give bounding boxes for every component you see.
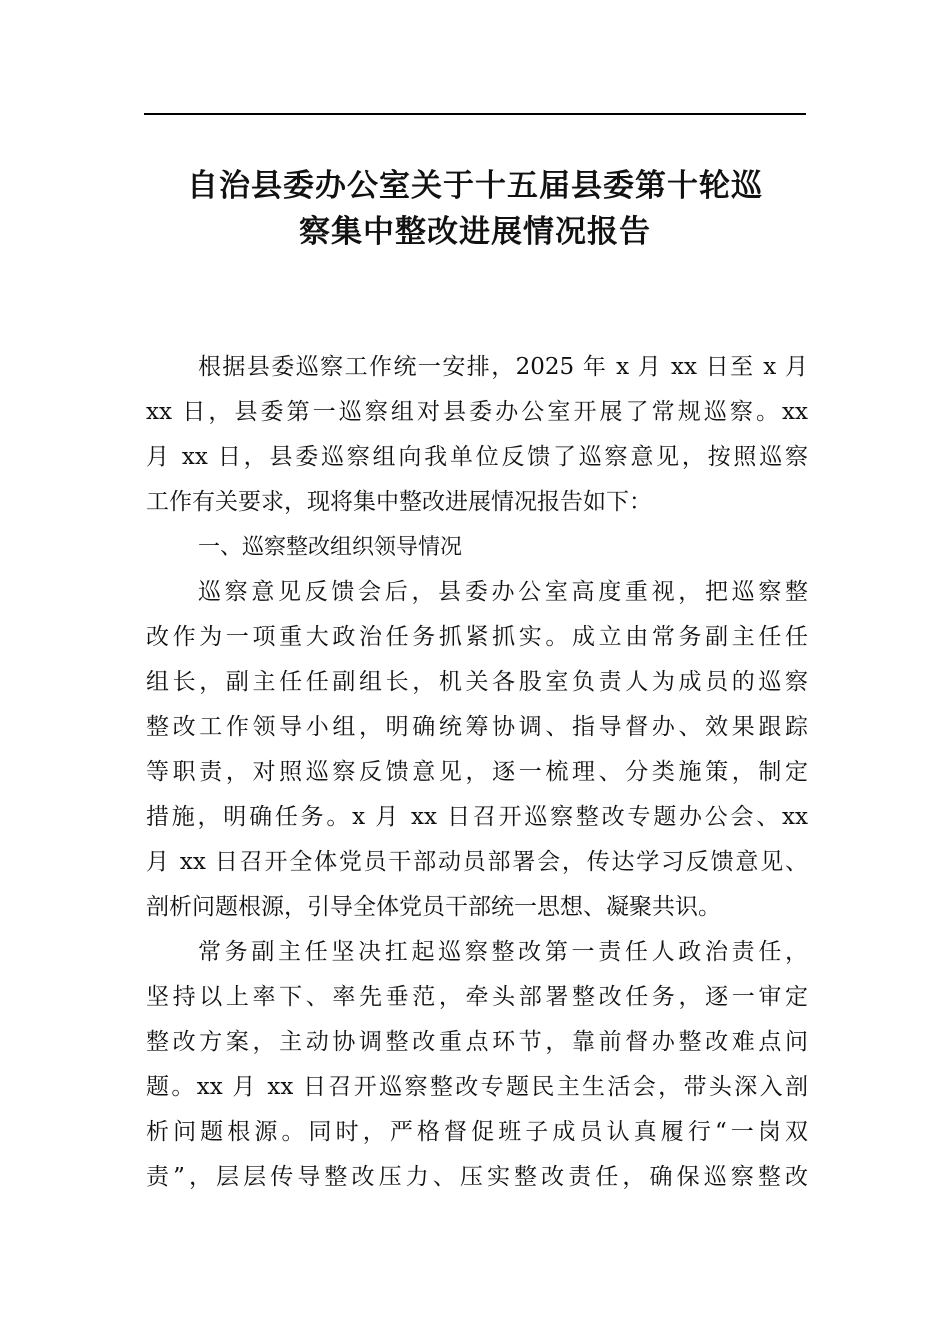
section-heading: 一、巡察整改组织领导情况	[198, 535, 463, 560]
paragraph-line: 整改工作领导小组，明确统筹协调、指导督办、效果跟踪	[146, 714, 808, 740]
document-body	[146, 345, 808, 1200]
paragraph-line: 常务副主任坚决扛起巡察整改第一责任人政治责任，	[198, 939, 808, 965]
paragraph-line: 措施，明确任务。x 月 xx 日召开巡察整改专题办公会、xx	[146, 804, 808, 830]
paragraph-line: 工作有关要求，现将集中整改进展情况报告如下：	[146, 489, 652, 515]
paragraph-line: 析问题根源。同时，严格督促班子成员认真履行“一岗双	[146, 1119, 808, 1145]
paragraph-line: 责”，层层传导整改压力、压实整改责任，确保巡察整改	[146, 1164, 808, 1190]
paragraph-line: 题。xx 月 xx 日召开巡察整改专题民主生活会，带头深入剖	[146, 1074, 808, 1100]
paragraph-line: 整改方案，主动协调整改重点环节，靠前督办整改难点问	[146, 1029, 808, 1055]
paragraph-line: 等职责，对照巡察反馈意见，逐一梳理、分类施策，制定	[146, 759, 808, 785]
paragraph-line: 根据县委巡察工作统一安排，2025 年 x 月 xx 日至 x 月	[198, 354, 808, 380]
paragraph-line: 月 xx 日召开全体党员干部动员部署会，传达学习反馈意见、	[146, 849, 808, 875]
header-rule	[144, 113, 806, 115]
document-title	[130, 163, 820, 255]
paragraph-line: 剖析问题根源，引导全体党员干部统一思想、凝聚共识。	[146, 894, 721, 920]
paragraph-line: 组长，副主任任副组长，机关各股室负责人为成员的巡察	[146, 669, 808, 695]
paragraph-line: 坚持以上率下、率先垂范，牵头部署整改任务，逐一审定	[146, 984, 808, 1010]
title-line-2: 察集中整改进展情况报告	[299, 214, 651, 250]
paragraph-line: 巡察意见反馈会后，县委办公室高度重视，把巡察整	[198, 579, 808, 605]
paragraph-line: 改作为一项重大政治任务抓紧抓实。成立由常务副主任任	[146, 624, 808, 650]
paragraph-line: 月 xx 日，县委巡察组向我单位反馈了巡察意见，按照巡察	[146, 444, 808, 470]
paragraph-line: xx 日，县委第一巡察组对县委办公室开展了常规巡察。xx	[146, 399, 808, 425]
title-line-1: 自治县委办公室关于十五届县委第十轮巡	[187, 168, 763, 204]
